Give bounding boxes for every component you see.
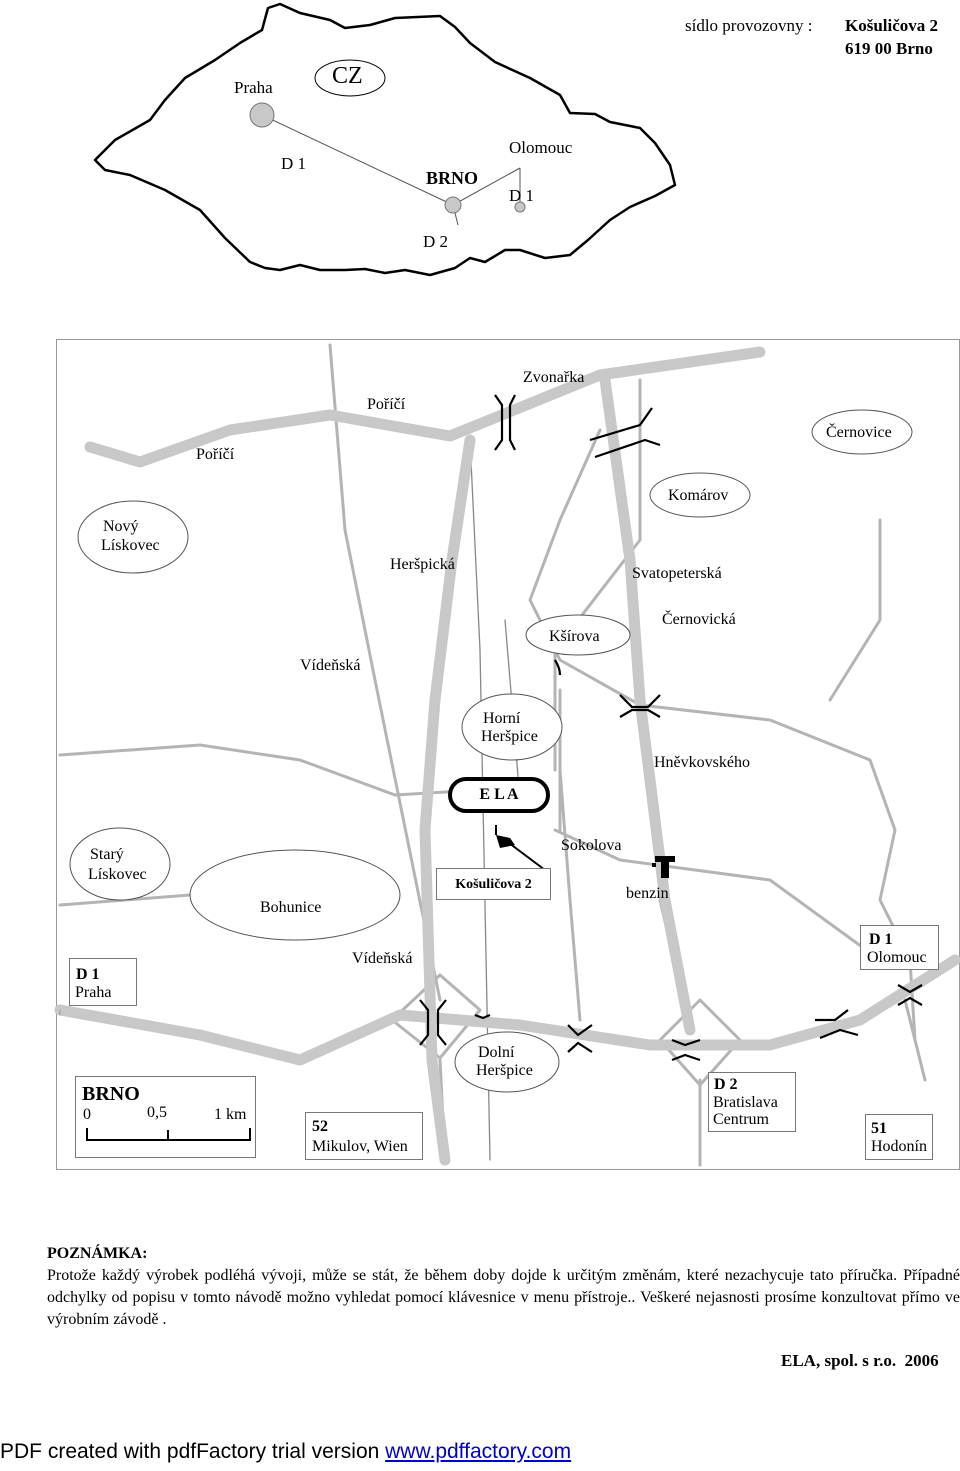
- exit-d1-olomouc-road: D 1: [869, 931, 893, 948]
- exit-box-d2: [708, 1072, 796, 1132]
- road-videnska-upper: [60, 745, 480, 795]
- area-stary-liskovec: [70, 828, 170, 900]
- exit-box-r52: [305, 1112, 423, 1160]
- address-city: 619 00 Brno: [845, 39, 933, 58]
- label-zvonarka: Zvonařka: [523, 369, 585, 386]
- exit-d2-dest1: Bratislava: [713, 1094, 778, 1111]
- bridge-zvonarka: [495, 395, 515, 450]
- label-svatopeterska: Svatopeterská: [632, 565, 722, 582]
- exit-d2-road: D 2: [714, 1076, 738, 1093]
- road-cernovice-east: [830, 520, 880, 700]
- label-novy-liskovec-1: Nový: [103, 518, 139, 535]
- scale-tick-1km: 1 km: [214, 1106, 247, 1123]
- scale-tick-half: 0,5: [147, 1104, 167, 1121]
- overview-city-praha: Praha: [234, 78, 273, 97]
- footer-text: PDF created with pdfFactory trial version: [0, 1440, 386, 1463]
- overview-road-d1-east: D 1: [509, 186, 535, 205]
- exit-r51-road: 51: [871, 1120, 887, 1137]
- footer-link[interactable]: www.pdffactory.com: [385, 1440, 572, 1463]
- label-ela: E L A: [479, 786, 519, 803]
- address-street: Košuličova 2: [845, 16, 939, 35]
- exit-d1-praha-road: D 1: [76, 966, 100, 983]
- label-horni-herspice-1: Horní: [483, 710, 521, 727]
- exit-d1-praha-dest: Praha: [75, 984, 112, 1001]
- exit-d1-olomouc-dest: Olomouc: [867, 949, 927, 966]
- road-ksirova-curve: [530, 430, 915, 1040]
- exit-box-d1-olomouc: [860, 925, 939, 970]
- overview-city-olomouc: Olomouc: [509, 138, 573, 157]
- label-porici-left: Poříčí: [196, 446, 235, 463]
- scale-tick-0: 0: [83, 1106, 91, 1123]
- label-cernovice: Černovice: [826, 424, 892, 441]
- label-stary-liskovec-2: Lískovec: [88, 866, 147, 883]
- exit-r52-road: 52: [312, 1118, 328, 1135]
- area-bohunice: [190, 850, 400, 940]
- note-text: Protože každý výrobek podléhá vývoji, může se stát, že během doby dojde k určitým změnám, které nezachycuje tato příručka. Případné odchylky od popisu v tomto návodě možno vyhledat pomocí klávesnice v menu přístroje.. Veškeré nejasnosti prosíme konzultovat přímo ve výrobním závodě .: [47, 1267, 960, 1328]
- label-benzin: benzin: [626, 885, 669, 902]
- label-dolni-herspice-1: Dolní: [478, 1044, 515, 1061]
- label-hnevkovskeho: Hněvkovského: [654, 754, 750, 771]
- note-section: [47, 1243, 960, 1331]
- label-dolni-herspice-2: Heršpice: [476, 1062, 533, 1079]
- signature: ELA, spol. s r.o. 2006: [781, 1351, 939, 1370]
- road-sokolova-south: [560, 770, 580, 1020]
- label-videnska-bottom: Vídeňská: [352, 950, 413, 967]
- label-kosulicova: Košuličova 2: [455, 877, 532, 892]
- overview-country-label: CZ: [332, 63, 363, 89]
- scale-city-label: BRNO: [82, 1083, 140, 1105]
- label-horni-herspice-2: Heršpice: [481, 728, 538, 745]
- label-herspicka: Heršpická: [390, 556, 455, 573]
- label-videnska-top: Vídeňská: [300, 657, 361, 674]
- label-sokolova: Sokolova: [561, 837, 622, 854]
- label-stary-liskovec-1: Starý: [90, 846, 124, 863]
- label-novy-liskovec-2: Lískovec: [101, 537, 160, 554]
- overview-city-brno: BRNO: [426, 168, 479, 188]
- exit-box-d1-praha: [69, 958, 137, 1006]
- exit-box-r51: [865, 1114, 933, 1160]
- overview-road-d1-west: D 1: [281, 154, 307, 173]
- exit-d2-dest2: Centrum: [713, 1111, 769, 1128]
- address-label: sídlo provozovny :: [685, 16, 813, 35]
- label-cernovicka: Černovická: [662, 611, 736, 628]
- label-bohunice: Bohunice: [260, 899, 322, 916]
- exit-r52-dest: Mikulov, Wien: [312, 1138, 408, 1155]
- note-title: POZNÁMKA:: [47, 1245, 148, 1262]
- label-ksirova: Kšírova: [549, 628, 600, 645]
- road-r51-east: [905, 1000, 925, 1080]
- pdf-footer: [0, 1440, 571, 1464]
- overview-road-d2: D 2: [423, 232, 449, 251]
- label-komarov: Komárov: [668, 487, 729, 504]
- exit-r51-dest: Hodonín: [871, 1138, 927, 1155]
- label-porici-top: Poříčí: [367, 396, 406, 413]
